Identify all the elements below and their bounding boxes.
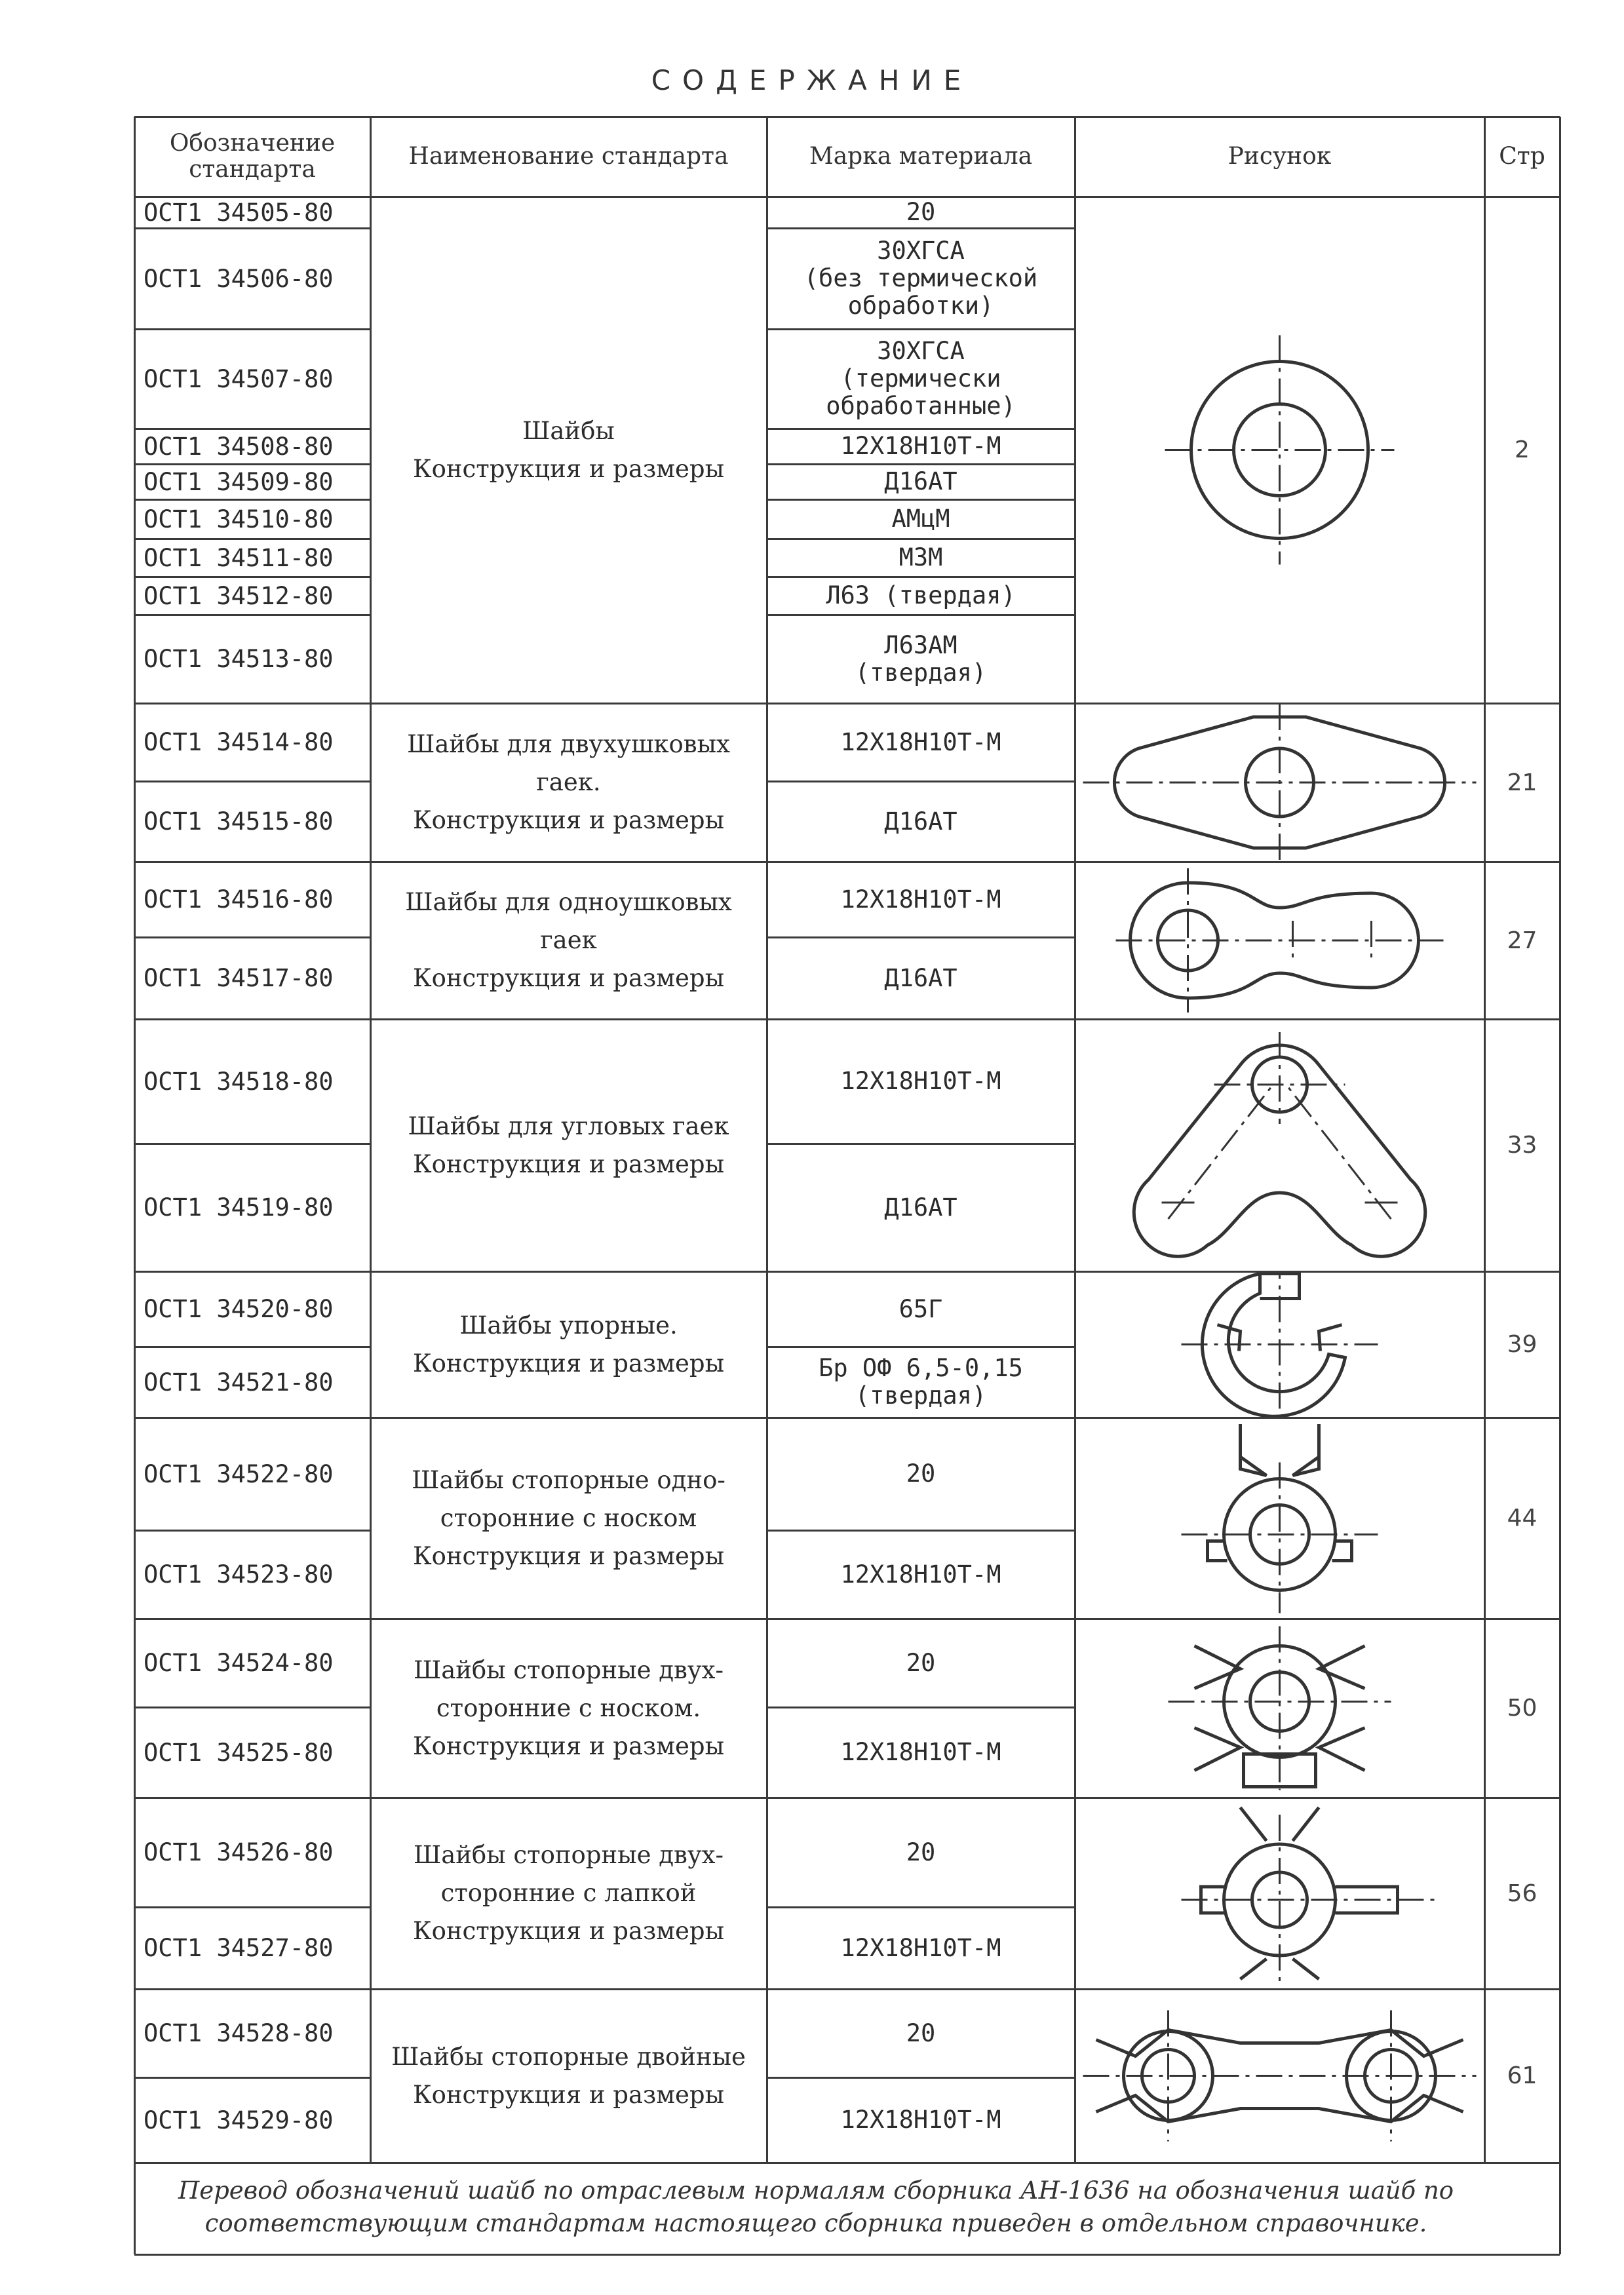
row-divider bbox=[767, 1906, 1075, 1908]
material-line: Л63АМ bbox=[884, 630, 957, 659]
standard-name-line: гаек. bbox=[536, 768, 601, 796]
standard-name-line: Шайбы для двухушковых bbox=[407, 730, 730, 758]
header-bottom-border bbox=[134, 196, 1560, 198]
standard-designation: ОСТ1 34528-80 bbox=[144, 2019, 334, 2047]
group-divider bbox=[134, 1018, 1560, 1020]
material-line: АМцМ bbox=[891, 505, 950, 533]
group-divider bbox=[134, 1797, 1560, 1799]
standard-designation: ОСТ1 34516-80 bbox=[144, 885, 334, 914]
material-grade bbox=[767, 464, 1075, 499]
standard-designation: ОСТ1 34506-80 bbox=[144, 264, 334, 293]
standard-name-line: гаек bbox=[540, 926, 597, 954]
standard-designation: ОСТ1 34518-80 bbox=[144, 1067, 334, 1096]
material-grade bbox=[767, 539, 1075, 577]
material-grade bbox=[767, 228, 1075, 329]
material-grade bbox=[767, 1907, 1075, 1989]
page-number: 44 bbox=[1507, 1505, 1537, 1532]
one-lug-washer-icon bbox=[1075, 862, 1484, 1019]
standard-designation: ОСТ1 34511-80 bbox=[144, 543, 334, 572]
standard-name-line: сторонние с носком. bbox=[436, 1693, 701, 1722]
standard-name bbox=[370, 1619, 767, 1798]
angle-washer-icon bbox=[1075, 1019, 1484, 1271]
row-divider bbox=[134, 576, 370, 578]
material-grade bbox=[767, 1530, 1075, 1619]
standard-name-line: сторонние с носком bbox=[440, 1503, 697, 1532]
material-grade bbox=[767, 1989, 1075, 2077]
material-line: 30ХГСА bbox=[877, 337, 965, 365]
material-grade bbox=[767, 1707, 1075, 1798]
material-grade bbox=[767, 577, 1075, 615]
row-divider bbox=[767, 499, 1075, 501]
material-grade bbox=[767, 499, 1075, 539]
standard-name-line: Конструкция и размеры bbox=[412, 1149, 725, 1178]
standard-designation: ОСТ1 34529-80 bbox=[144, 2106, 334, 2134]
standard-name-line: Шайбы стопорные двух- bbox=[413, 1841, 724, 1869]
page-number: 27 bbox=[1507, 927, 1537, 954]
header-name: Наименование стандарта bbox=[408, 143, 729, 170]
row-divider bbox=[767, 538, 1075, 540]
standard-name bbox=[370, 703, 767, 862]
standard-designation: ОСТ1 34520-80 bbox=[144, 1295, 334, 1323]
standard-designation: ОСТ1 34526-80 bbox=[144, 1838, 334, 1866]
standard-name-line: Шайбы стопорные одно- bbox=[412, 1465, 725, 1494]
standard-name-line: Конструкция и размеры bbox=[412, 1349, 725, 1378]
standard-name-line: Конструкция и размеры bbox=[412, 1731, 725, 1760]
row-divider bbox=[134, 781, 370, 782]
row-divider bbox=[134, 1906, 370, 1908]
row-divider bbox=[767, 328, 1075, 330]
table-top-border bbox=[134, 116, 1560, 118]
row-divider bbox=[134, 1143, 370, 1145]
footnote: Перевод обозначений шайб по отраслевым нормалям сборника АН-1636 на обозначения шайб по соответствующим стандартам настоящего сборника приведен в отдельном справочнике. bbox=[178, 2176, 1454, 2237]
standard-name-line: Шайбы стопорные двух- bbox=[413, 1655, 724, 1684]
material-line: 20 bbox=[906, 1838, 936, 1866]
material-line: 12Х18Н10Т-М bbox=[840, 1933, 1001, 1962]
standard-name bbox=[370, 1271, 767, 1418]
material-line: (без термической bbox=[803, 264, 1038, 292]
material-grade bbox=[767, 1347, 1075, 1418]
header-page: Стр bbox=[1499, 143, 1545, 170]
row-divider bbox=[134, 538, 370, 540]
standard-name-line: Конструкция и размеры bbox=[412, 1541, 725, 1570]
row-divider bbox=[134, 1707, 370, 1708]
material-line: Бр ОФ 6,5-0,15 bbox=[819, 1354, 1023, 1382]
row-divider bbox=[767, 576, 1075, 578]
standard-designation: ОСТ1 34517-80 bbox=[144, 964, 334, 992]
group-divider bbox=[134, 703, 1560, 704]
material-grade bbox=[767, 1798, 1075, 1907]
material-grade bbox=[767, 703, 1075, 781]
table-bottom-border bbox=[134, 2254, 1560, 2256]
material-grade bbox=[767, 615, 1075, 703]
material-line: М3М bbox=[899, 543, 943, 571]
plain-washer-icon bbox=[1075, 197, 1484, 703]
page-number: 33 bbox=[1507, 1132, 1537, 1159]
material-grade bbox=[767, 781, 1075, 862]
standard-name bbox=[370, 862, 767, 1019]
standard-designation: ОСТ1 34510-80 bbox=[144, 505, 334, 533]
group-divider bbox=[134, 861, 1560, 863]
material-grade bbox=[767, 1619, 1075, 1707]
material-grade bbox=[767, 197, 1075, 228]
material-grade bbox=[767, 1418, 1075, 1530]
standard-name-line: Конструкция и размеры bbox=[412, 2080, 725, 2109]
page-number: 61 bbox=[1507, 2062, 1537, 2089]
row-divider bbox=[767, 428, 1075, 430]
material-line: 30ХГСА bbox=[877, 237, 965, 265]
row-divider bbox=[767, 1530, 1075, 1532]
standard-designation: ОСТ1 34523-80 bbox=[144, 1560, 334, 1589]
row-divider bbox=[767, 781, 1075, 782]
column-divider bbox=[766, 117, 768, 2163]
standard-name-line: Шайбы упорные. bbox=[459, 1311, 678, 1340]
standard-name-line: Конструкция и размеры bbox=[412, 454, 725, 483]
material-line: обработанные) bbox=[826, 392, 1016, 420]
material-line: 12Х18Н10Т-М bbox=[840, 1560, 1001, 1589]
material-line: 12Х18Н10Т-М bbox=[840, 2106, 1001, 2134]
standard-designation: ОСТ1 34512-80 bbox=[144, 581, 334, 610]
material-line: 20 bbox=[906, 2018, 936, 2047]
standard-name-line: Шайбы bbox=[522, 416, 615, 445]
row-divider bbox=[767, 936, 1075, 938]
row-divider bbox=[767, 2077, 1075, 2079]
material-line: 12Х18Н10Т-М bbox=[840, 885, 1001, 914]
standard-name-line: Шайбы для одноушковых bbox=[405, 888, 732, 916]
standard-name-line: Шайбы стопорные двойные bbox=[391, 2042, 746, 2071]
material-line: Л63 (твердая) bbox=[826, 581, 1016, 609]
row-divider bbox=[767, 1707, 1075, 1708]
page-number: 21 bbox=[1507, 769, 1537, 796]
standard-designation: ОСТ1 34524-80 bbox=[144, 1649, 334, 1677]
column-divider bbox=[134, 117, 136, 2254]
material-line: Д16АТ bbox=[884, 467, 957, 495]
standard-designation: ОСТ1 34513-80 bbox=[144, 645, 334, 673]
material-grade bbox=[767, 937, 1075, 1019]
page-title: СОДЕРЖАНИЕ bbox=[651, 64, 973, 96]
material-grade bbox=[767, 1271, 1075, 1347]
row-divider bbox=[767, 227, 1075, 229]
material-line: 20 bbox=[906, 198, 936, 226]
standard-designation: ОСТ1 34507-80 bbox=[144, 364, 334, 393]
standard-designation: ОСТ1 34519-80 bbox=[144, 1193, 334, 1222]
standard-name bbox=[370, 1418, 767, 1619]
page-number: 39 bbox=[1507, 1331, 1537, 1358]
row-divider bbox=[767, 1143, 1075, 1145]
standard-designation: ОСТ1 34522-80 bbox=[144, 1459, 334, 1488]
one-side-tab-washer-icon bbox=[1075, 1418, 1484, 1619]
material-line: Д16АТ bbox=[884, 963, 957, 992]
row-divider bbox=[134, 2077, 370, 2079]
page-number: 2 bbox=[1515, 436, 1530, 463]
row-divider bbox=[134, 328, 370, 330]
group-divider bbox=[134, 1271, 1560, 1273]
material-line: 65Г bbox=[899, 1294, 943, 1323]
material-grade bbox=[767, 1019, 1075, 1144]
material-grade bbox=[767, 329, 1075, 429]
row-divider bbox=[134, 614, 370, 616]
header-material: Марка материала bbox=[809, 143, 1033, 170]
standard-name-line: сторонние с лапкой bbox=[440, 1879, 697, 1907]
standard-designation: ОСТ1 34505-80 bbox=[144, 198, 334, 227]
two-lug-washer-icon bbox=[1075, 703, 1484, 862]
row-divider bbox=[767, 614, 1075, 616]
material-line: 12Х18Н10Т-М bbox=[840, 1067, 1001, 1095]
material-line: (твердая) bbox=[855, 658, 987, 687]
material-line: Д16АТ bbox=[884, 1193, 957, 1222]
standard-designation: ОСТ1 34514-80 bbox=[144, 728, 334, 756]
two-side-paw-washer-icon bbox=[1075, 1798, 1484, 1989]
material-line: (твердая) bbox=[855, 1381, 987, 1410]
column-divider bbox=[1484, 117, 1486, 2163]
material-line: 20 bbox=[906, 1459, 936, 1488]
standard-name bbox=[370, 1798, 767, 1989]
group-divider bbox=[134, 1417, 1560, 1419]
standard-name bbox=[370, 1019, 767, 1271]
standard-name bbox=[370, 197, 767, 703]
standard-name-line: Шайбы для угловых гаек bbox=[408, 1111, 729, 1140]
row-divider bbox=[134, 227, 370, 229]
material-line: 12Х18Н10Т-М bbox=[840, 1738, 1001, 1766]
material-line: 20 bbox=[906, 1648, 936, 1677]
page-number: 50 bbox=[1507, 1695, 1537, 1722]
row-divider bbox=[134, 1346, 370, 1348]
material-grade bbox=[767, 2077, 1075, 2163]
thrust-washer-icon bbox=[1075, 1271, 1484, 1418]
row-divider bbox=[767, 463, 1075, 465]
material-grade bbox=[767, 862, 1075, 937]
row-divider bbox=[134, 499, 370, 501]
standard-name-line: Конструкция и размеры bbox=[412, 964, 725, 992]
column-divider bbox=[1074, 117, 1076, 2163]
standard-name-line: Конструкция и размеры bbox=[412, 1917, 725, 1945]
row-divider bbox=[134, 1530, 370, 1532]
standard-name-line: Конструкция и размеры bbox=[412, 806, 725, 834]
row-divider bbox=[134, 428, 370, 430]
header-figure: Рисунок bbox=[1228, 143, 1332, 170]
group-divider bbox=[134, 2162, 1560, 2164]
standard-name bbox=[370, 1989, 767, 2163]
double-lock-washer-icon bbox=[1075, 1989, 1484, 2163]
group-divider bbox=[134, 1988, 1560, 1990]
material-line: (термически bbox=[840, 364, 1001, 393]
header-designation: Обозначение стандарта bbox=[169, 130, 336, 183]
standard-designation: ОСТ1 34508-80 bbox=[144, 432, 334, 461]
material-line: обработки) bbox=[847, 292, 994, 320]
standard-designation: ОСТ1 34509-80 bbox=[144, 467, 334, 496]
material-line: Д16АТ bbox=[884, 807, 957, 836]
material-line: 12Х18Н10Т-М bbox=[840, 727, 1001, 756]
two-side-tab-washer-icon bbox=[1075, 1619, 1484, 1798]
row-divider bbox=[134, 463, 370, 465]
row-divider bbox=[767, 1346, 1075, 1348]
column-divider bbox=[370, 117, 372, 2163]
column-divider bbox=[1559, 117, 1561, 2254]
material-grade bbox=[767, 429, 1075, 464]
standard-designation: ОСТ1 34527-80 bbox=[144, 1934, 334, 1962]
standard-designation: ОСТ1 34521-80 bbox=[144, 1368, 334, 1397]
standard-designation: ОСТ1 34515-80 bbox=[144, 807, 334, 836]
material-line: 12Х18Н10Т-М bbox=[840, 432, 1001, 460]
row-divider bbox=[134, 936, 370, 938]
material-grade bbox=[767, 1144, 1075, 1271]
group-divider bbox=[134, 1618, 1560, 1620]
page-number: 56 bbox=[1507, 1880, 1537, 1907]
standard-designation: ОСТ1 34525-80 bbox=[144, 1738, 334, 1767]
